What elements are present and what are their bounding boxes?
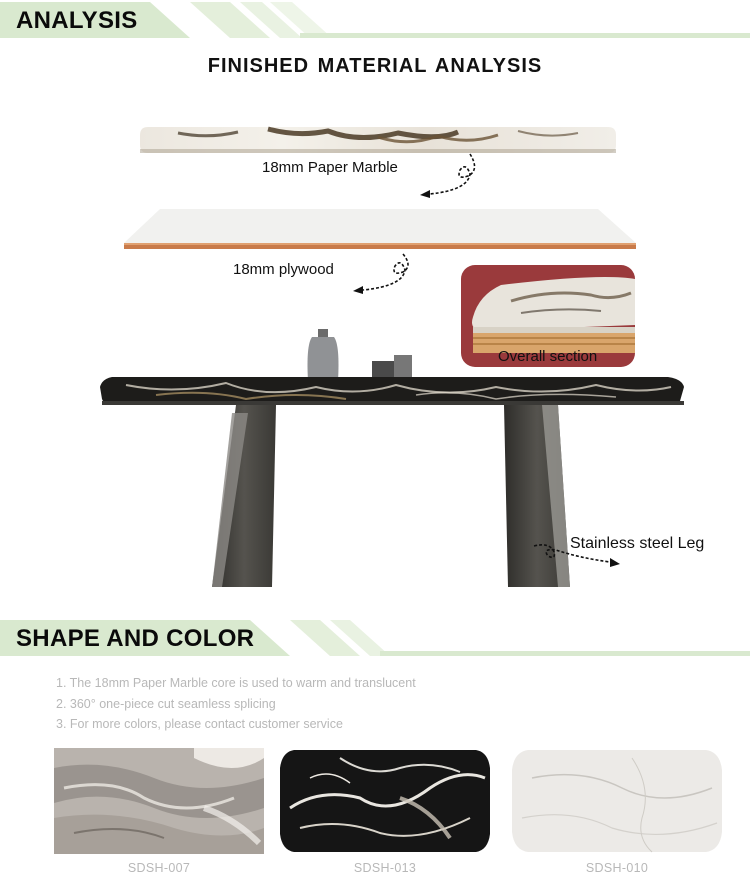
note-item: 3. For more colors, please contact customer service: [56, 717, 343, 731]
page-subtitle: FINISHED MATERIAL ANALYSIS: [207, 55, 543, 77]
swatch-code-label: SDSH-010: [585, 861, 649, 875]
marble-texture-image: [54, 748, 264, 854]
marble-texture-image: [280, 748, 490, 854]
paper-marble-layer: [138, 123, 618, 157]
analysis-title: ANALYSIS: [16, 7, 138, 34]
paper-marble-label: 18mm Paper Marble: [262, 159, 398, 176]
marble-texture-image: [512, 748, 722, 854]
stainless-leg-label: Stainless steel Leg: [570, 535, 705, 552]
swatch-code-label: SDSH-007: [127, 861, 191, 875]
vase: [308, 329, 339, 381]
swatch-code-label: SDSH-013: [353, 861, 417, 875]
shape-color-title: SHAPE AND COLOR: [16, 625, 255, 652]
swatch-sdsh-010[interactable]: [512, 748, 722, 854]
plywood-layer: [120, 205, 640, 251]
feature-notes: [56, 673, 416, 735]
marble-pointer-arrow: [410, 150, 490, 200]
swatch-sdsh-013[interactable]: [280, 748, 490, 854]
plywood-pointer-arrow: [345, 250, 425, 296]
shape-color-banner: [0, 620, 750, 656]
note-item: 1. The 18mm Paper Marble core is used to warm and translucent: [56, 676, 416, 690]
decor-objects: [372, 355, 412, 379]
analysis-banner: [0, 2, 750, 38]
swatch-sdsh-007[interactable]: [54, 748, 264, 854]
note-item: 2. 360° one-piece cut seamless splicing: [56, 696, 276, 711]
plywood-label: 18mm plywood: [233, 261, 334, 278]
overall-section-label: Overall section: [498, 348, 598, 365]
